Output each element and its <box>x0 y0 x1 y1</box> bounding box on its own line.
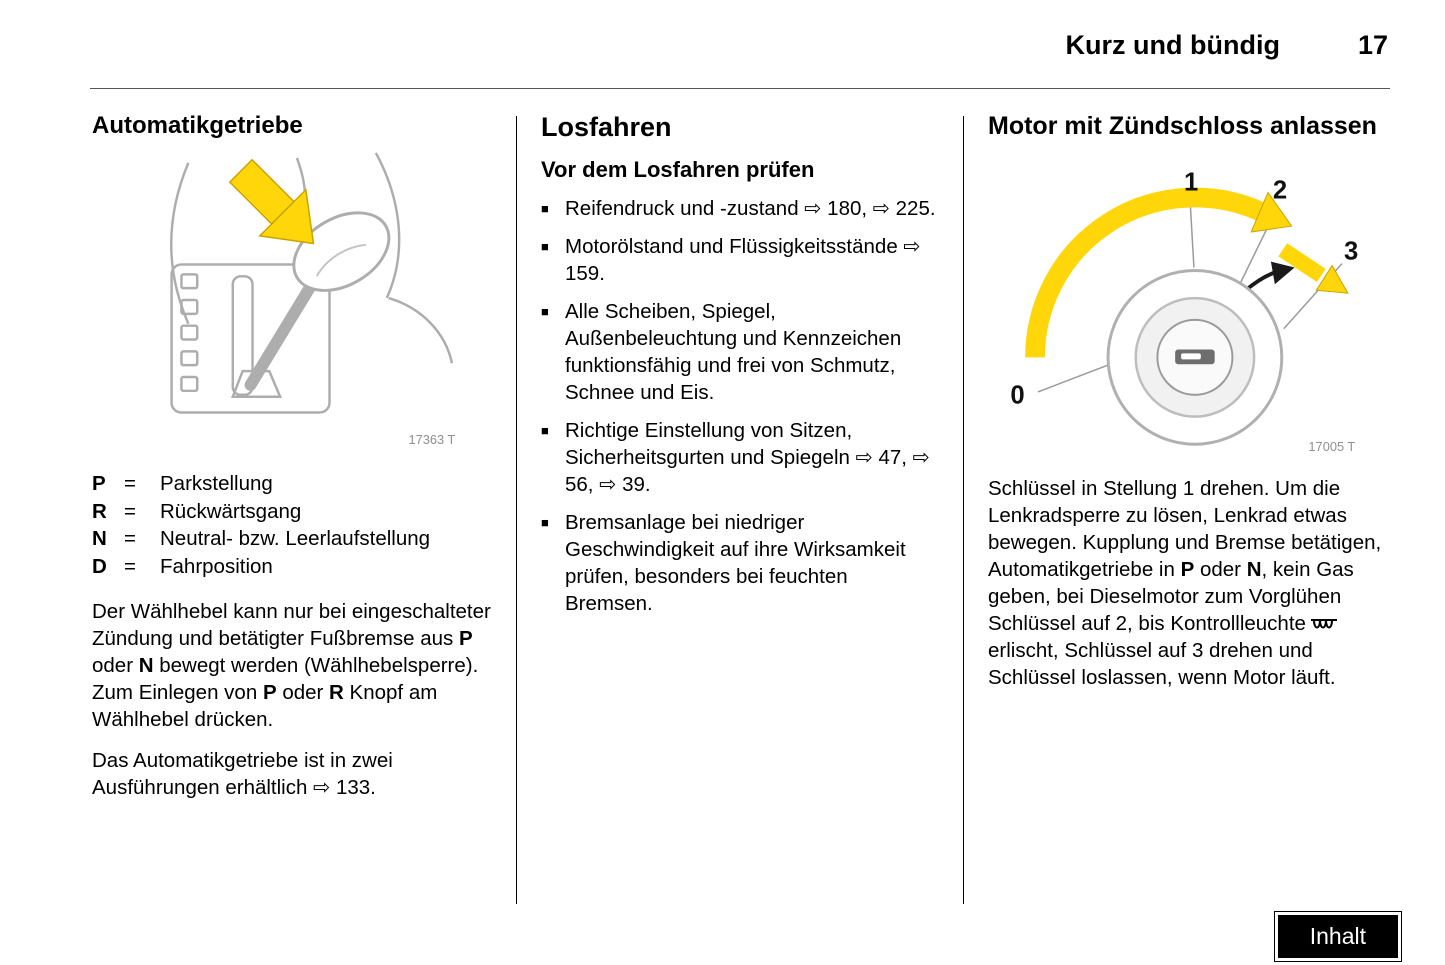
legend-row-r <box>92 498 492 526</box>
ignition-switch-figure <box>988 155 1388 461</box>
paragraph-selector-lock: Der Wählhebel kann nur bei eingeschalteter Zündung und betätigter Fußbremse aus P oder N bewegt werden (Wählhebelsperre). Zum Einlegen von P oder R Knopf am Wählhebel drücken. <box>92 600 491 731</box>
checklist-text: Motorölstand und Flüssigkeitsstände ⇨ 159. <box>565 235 921 285</box>
pre-drive-checklist <box>541 195 938 617</box>
glow-plug-indicator-icon <box>1310 616 1338 632</box>
automatic-transmission-figure <box>92 148 492 454</box>
checklist-item <box>541 417 938 498</box>
gear-description: Neutral- bzw. Leerlaufstellung <box>160 527 431 550</box>
gear-letter: N <box>92 527 107 550</box>
figure-id-label: 17005 T <box>1308 439 1356 455</box>
section-heading-motor-anlassen: Motor mit Zündschloss anlassen <box>988 112 1377 140</box>
paragraph-starting-procedure <box>988 475 1388 691</box>
ignition-lock-illustration <box>988 155 1388 461</box>
bullet-icon: ■ <box>541 239 549 254</box>
ignition-position-3-label: 3 <box>1343 237 1359 266</box>
checklist-item <box>541 195 938 222</box>
legend-row-d <box>92 553 492 581</box>
column-engine-start <box>988 112 1388 705</box>
bullet-icon: ■ <box>541 304 549 319</box>
subheading-check-before-driving: Vor dem Losfahren prüfen <box>541 157 815 182</box>
inhalt-button-label: Inhalt <box>1309 923 1366 949</box>
starting-text-after: erlischt, Schlüssel auf 3 drehen und Schlüssel loslassen, wenn Motor läuft. <box>988 639 1336 689</box>
ignition-position-2-label: 2 <box>1272 176 1288 205</box>
gear-description: Rückwärtsgang <box>160 499 302 523</box>
bullet-icon: ■ <box>541 423 549 438</box>
gear-description: Fahrposition <box>160 554 273 578</box>
bullet-icon: ■ <box>541 201 549 216</box>
section-heading-automatikgetriebe: Automatikgetriebe <box>92 112 303 139</box>
page-number: 17 <box>1357 30 1388 60</box>
gear-letter: P <box>92 472 106 495</box>
yellow-start-arrow <box>1283 250 1348 293</box>
gear-letter: R <box>92 499 107 523</box>
section-heading-losfahren: Losfahren <box>541 112 672 142</box>
ignition-position-1-label: 1 <box>1184 168 1199 197</box>
equals-sign: = <box>124 527 136 550</box>
column-divider-2 <box>963 116 964 904</box>
page-title: Kurz und bündig <box>1065 30 1280 60</box>
column-divider-1 <box>516 116 517 904</box>
paragraph-transmission-versions: Das Automatikgetriebe ist in zwei Ausführungen erhältlich ⇨ 133. <box>92 749 393 799</box>
gear-description: Parkstellung <box>160 472 273 495</box>
equals-sign: = <box>124 472 136 495</box>
checklist-text: Reifendruck und -zustand ⇨ 180, ⇨ 225. <box>565 197 936 220</box>
ignition-lock <box>1108 270 1282 444</box>
checklist-text: Alle Scheiben, Spiegel, Außenbeleuchtung und Kennzeichen funktionsfähig und frei von Schmutz, Schnee und Eis. <box>565 300 902 404</box>
gear-selector-illustration <box>92 148 492 454</box>
gear-letter: D <box>92 554 107 578</box>
ignition-position-0-label: 0 <box>1010 381 1025 410</box>
column-driving-off <box>541 112 938 628</box>
header-divider <box>90 88 1390 89</box>
figure-id-label: 17363 T <box>408 432 456 448</box>
gear-legend <box>92 470 492 580</box>
inhalt-button[interactable] <box>1278 915 1398 958</box>
bullet-icon: ■ <box>541 515 549 530</box>
equals-sign: = <box>124 554 136 578</box>
checklist-item <box>541 298 938 406</box>
checklist-item <box>541 233 938 287</box>
starting-text-before: Schlüssel in Stellung 1 drehen. Um die Lenkradsperre zu lösen, Lenkrad etwas bewegen. Kupplung und Bremse betätigen, Automatikgetriebe in P oder N, kein Gas geben, bei Dieselmotor zum Vorglühen Schlüssel auf 2, bis Kontrollleuchte <box>988 477 1382 635</box>
checklist-text: Richtige Einstellung von Sitzen, Sicherheitsgurten und Spiegeln ⇨ 47, ⇨ 56, ⇨ 39. <box>565 419 930 496</box>
column-automatic-transmission <box>92 112 492 815</box>
checklist-text: Bremsanlage bei niedriger Geschwindigkeit auf ihre Wirksamkeit prüfen, besonders bei feuchten Bremsen. <box>565 511 906 615</box>
equals-sign: = <box>124 499 136 523</box>
legend-row-p <box>92 470 492 498</box>
legend-row-n <box>92 525 492 553</box>
checklist-item <box>541 509 938 617</box>
